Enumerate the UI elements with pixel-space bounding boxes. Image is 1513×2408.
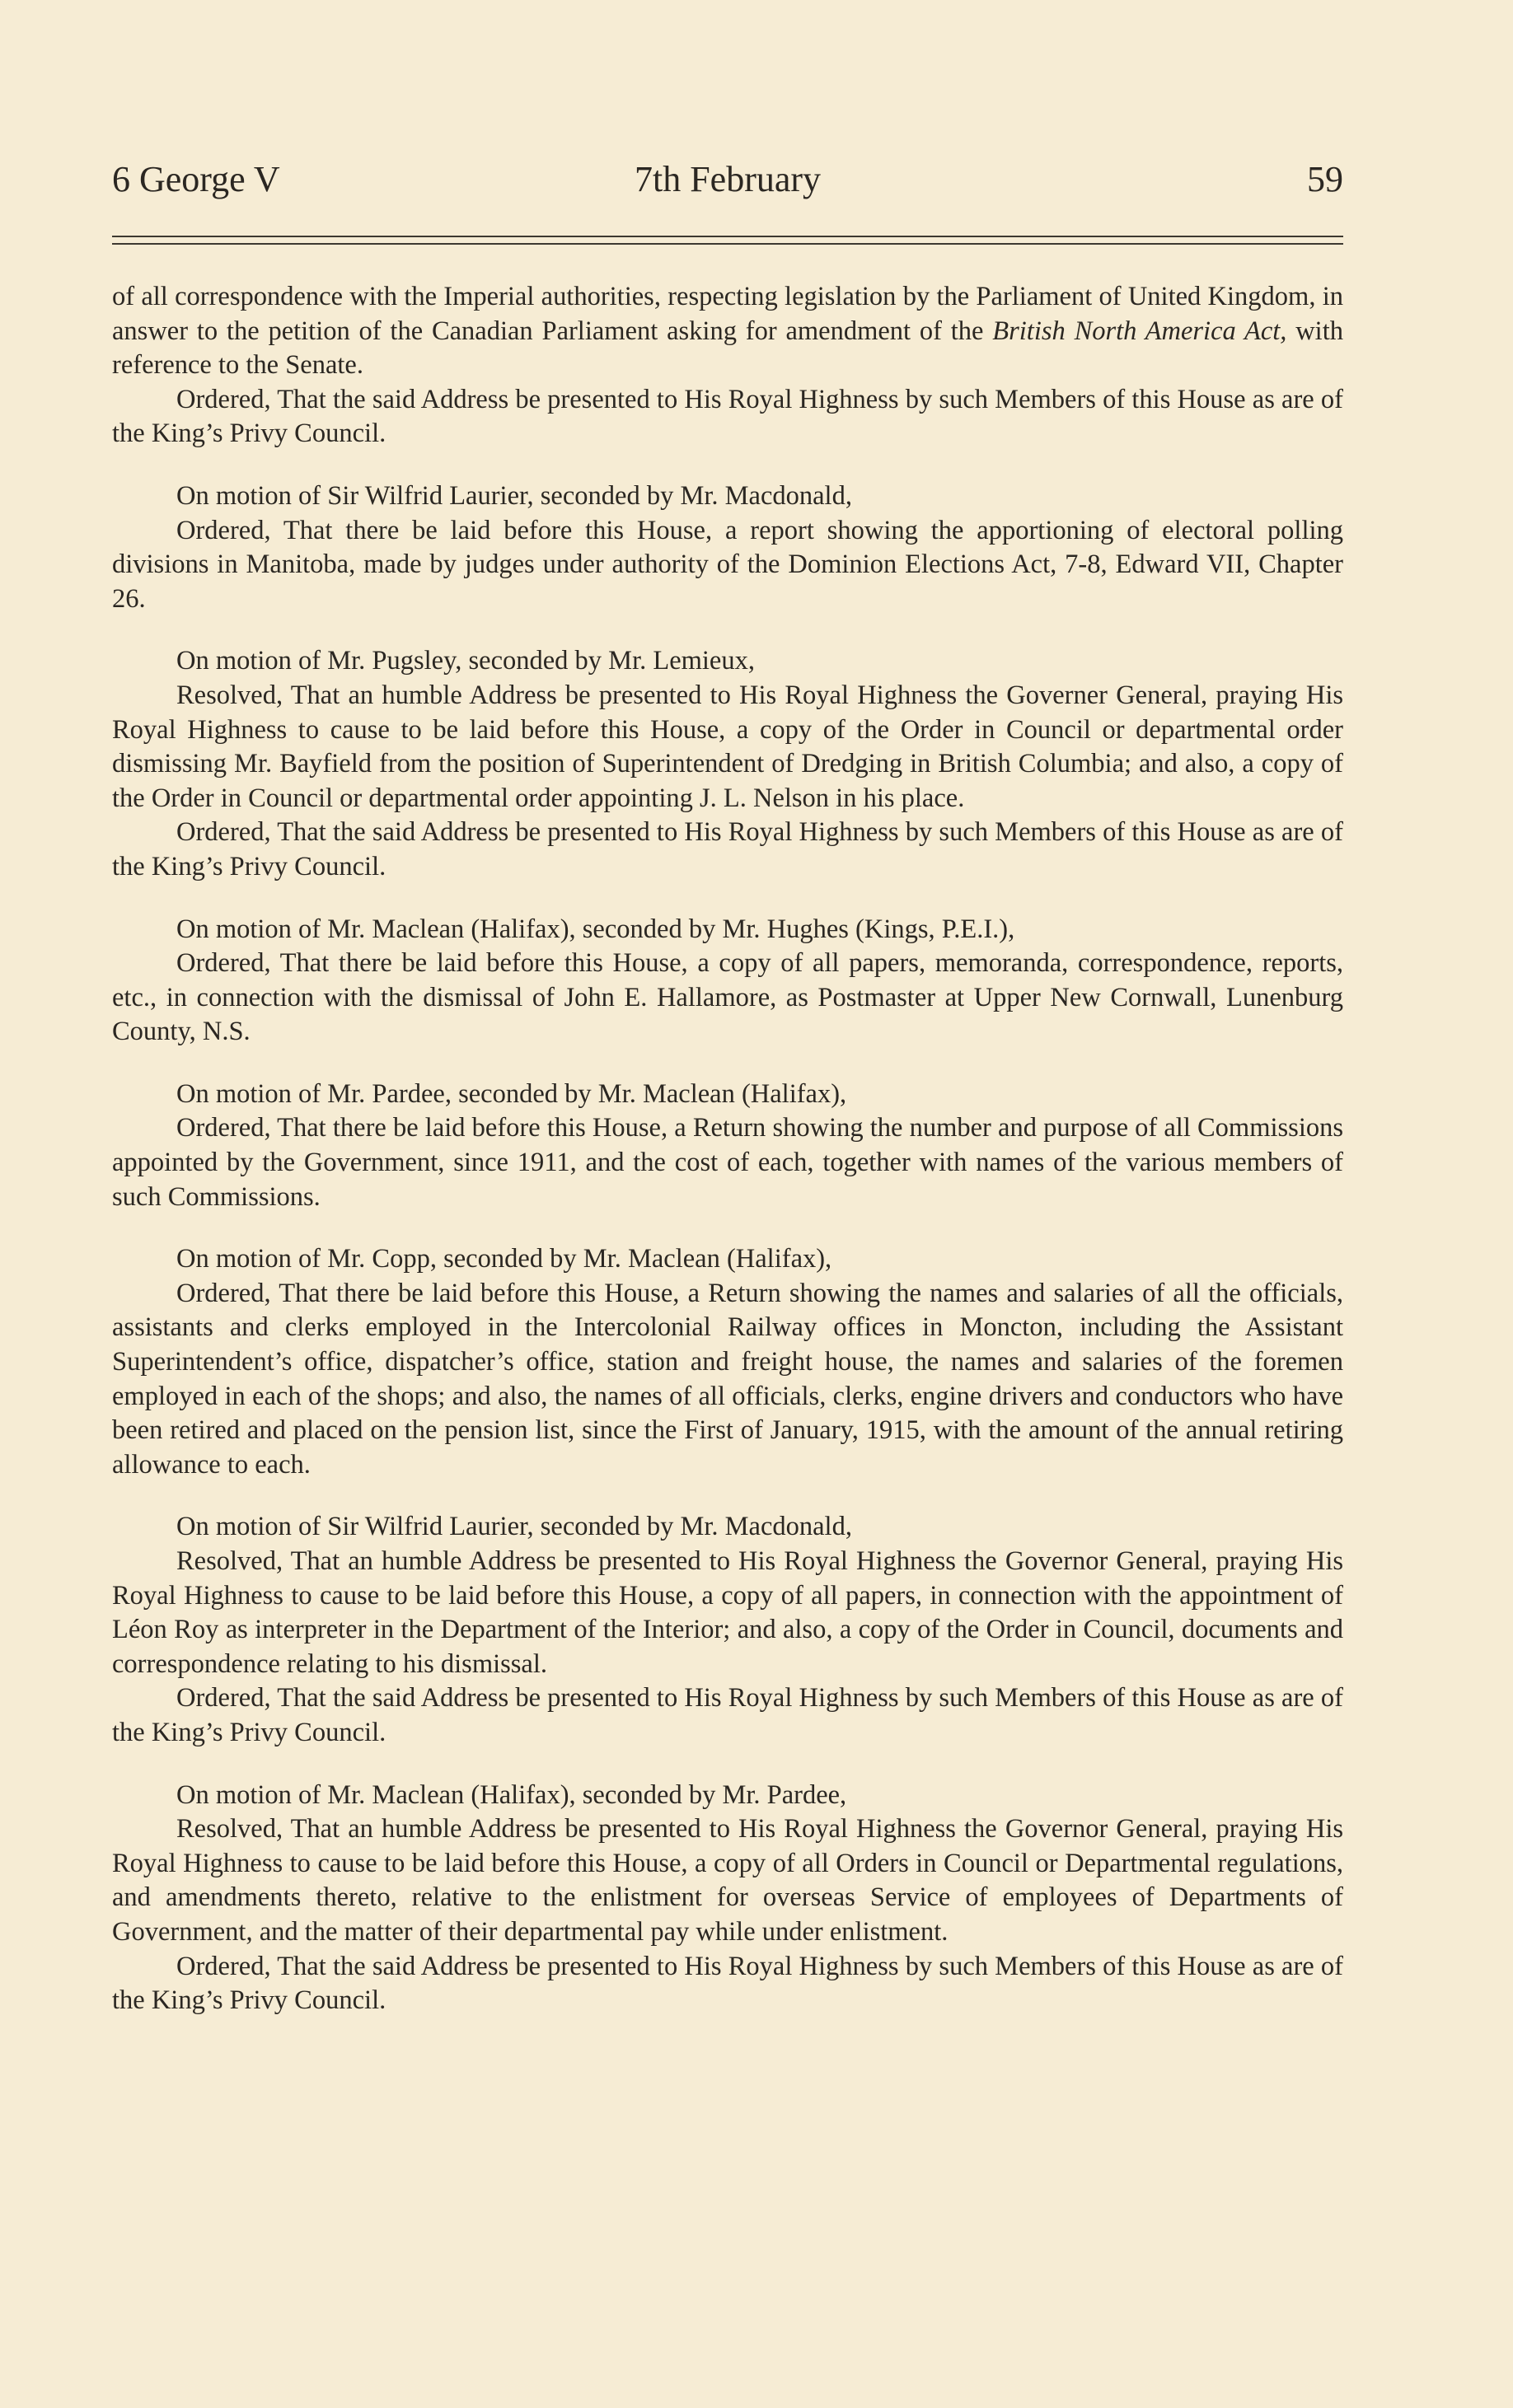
entry bbox=[112, 1779, 1343, 2018]
paragraph: Ordered, That there be laid before this House, a report showing the apportioning of electoral polling divisions in Manitoba, made by judges under authority of the Dominion Elections Act, 7-8, Edward VII, Chapter 26. bbox=[112, 515, 1343, 614]
paragraph: Ordered, That there be laid before this House, a Return showing the number and purpose of all Commissions appointed by the Government, since 1911, and the cost of each, together with names of the various members of such Commissions. bbox=[112, 1113, 1343, 1212]
entry bbox=[112, 644, 1343, 884]
journal-body bbox=[112, 280, 1343, 2046]
motion-line: On motion of Sir Wilfrid Laurier, seconded by Mr. Macdonald, bbox=[176, 480, 852, 511]
paragraph: Resolved, That an humble Address be presented to His Royal Highness the Governer General, praying His Royal Highness to cause to be laid before this House, a copy of the Order in Council or departmental order dismissing Mr. Bayfield from the position of Superintendent of Dredging in British Columbia; and also, a copy of the Order in Council or departmental order appointing J. L. Nelson in his place. bbox=[112, 680, 1343, 813]
text-run: of all correspondence with the Imperial authorities, respecting legislation by the Parliament of United Kingdom, in answer to the petition of the Canadian Parliament asking for amendment of the bbox=[112, 282, 1343, 346]
paragraph: Ordered, That there be laid before this House, a Return showing the names and salaries of all the officials, assistants and clerks employed in the Intercolonial Railway offices in Moncton, including the Assistant Superintendent’s office, dispatcher’s office, station and freight house, the names and salaries of the foremen employed in each of the shops; and also, the names of all officials, clerks, engine drivers and conductors who have been retired and placed on the pension list, since the First of January, 1915, with the amount of the annual retiring allowance to each. bbox=[112, 1278, 1343, 1480]
running-head bbox=[112, 155, 1343, 204]
entry bbox=[112, 1078, 1343, 1214]
entry bbox=[112, 280, 1343, 451]
entry bbox=[112, 1242, 1343, 1482]
paragraph: Ordered, That the said Address be presented to His Royal Highness by such Members of this House as are of the King’s Privy Council. bbox=[112, 384, 1343, 449]
motion-line: On motion of Sir Wilfrid Laurier, seconded by Mr. Macdonald, bbox=[176, 1512, 852, 1542]
paragraph: Resolved, That an humble Address be presented to His Royal Highness the Governor General, praying His Royal Highness to cause to be laid before this House, a copy of all papers, in connection with the appointment of Léon Roy as interpreter in the Department of the Interior; and also, a copy of the Order in Council, documents and correspondence relating to his dismissal. bbox=[112, 1546, 1343, 1679]
motion-line: On motion of Mr. Copp, seconded by Mr. Maclean (Halifax), bbox=[176, 1244, 832, 1274]
act-title: British North America Act, bbox=[992, 316, 1287, 346]
date-heading: 7th February bbox=[634, 159, 822, 199]
rule-line bbox=[112, 243, 1343, 245]
regnal-year: 6 George V bbox=[112, 159, 280, 199]
motion-line: On motion of Mr. Maclean (Halifax), seconded by Mr. Pardee, bbox=[176, 1779, 847, 1810]
paragraph: Ordered, That there be laid before this House, a copy of all papers, memoranda, correspondence, reports, etc., in connection with the dismissal of John E. Hallamore, as Postmaster at Upper New Cornwall, Lunenburg County, N.S. bbox=[112, 948, 1343, 1047]
page-number: 59 bbox=[1307, 159, 1343, 199]
entry bbox=[112, 479, 1343, 616]
motion-line: On motion of Mr. Pardee, seconded by Mr. Maclean (Halifax), bbox=[176, 1078, 847, 1109]
paragraph: Ordered, That the said Address be presented to His Royal Highness by such Members of this House as are of the King’s Privy Council. bbox=[112, 1951, 1343, 2016]
motion-line: On motion of Mr. Pugsley, seconded by Mr. Lemieux, bbox=[176, 646, 755, 676]
paragraph: Ordered, That the said Address be presented to His Royal Highness by such Members of this House as are of the King’s Privy Council. bbox=[112, 1683, 1343, 1747]
paragraph: Resolved, That an humble Address be presented to His Royal Highness the Governor General, praying His Royal Highness to cause to be laid before this House, a copy of all Orders in Council or Departmental regulations, and amendments thereto, relative to the enlistment for overseas Service of employees of Departments of Government, and the matter of their departmental pay while under enlistment. bbox=[112, 1814, 1343, 1947]
text-run: with reference to the Senate. bbox=[112, 316, 1343, 381]
paragraph bbox=[112, 280, 1343, 383]
entry bbox=[112, 913, 1343, 1050]
header-rule bbox=[112, 236, 1343, 247]
rule-line bbox=[112, 236, 1343, 237]
paragraph: Ordered, That the said Address be presented to His Royal Highness by such Members of this House as are of the King’s Privy Council. bbox=[112, 817, 1343, 881]
entry bbox=[112, 1510, 1343, 1750]
motion-line: On motion of Mr. Maclean (Halifax), seconded by Mr. Hughes (Kings, P.E.I.), bbox=[176, 914, 1015, 944]
